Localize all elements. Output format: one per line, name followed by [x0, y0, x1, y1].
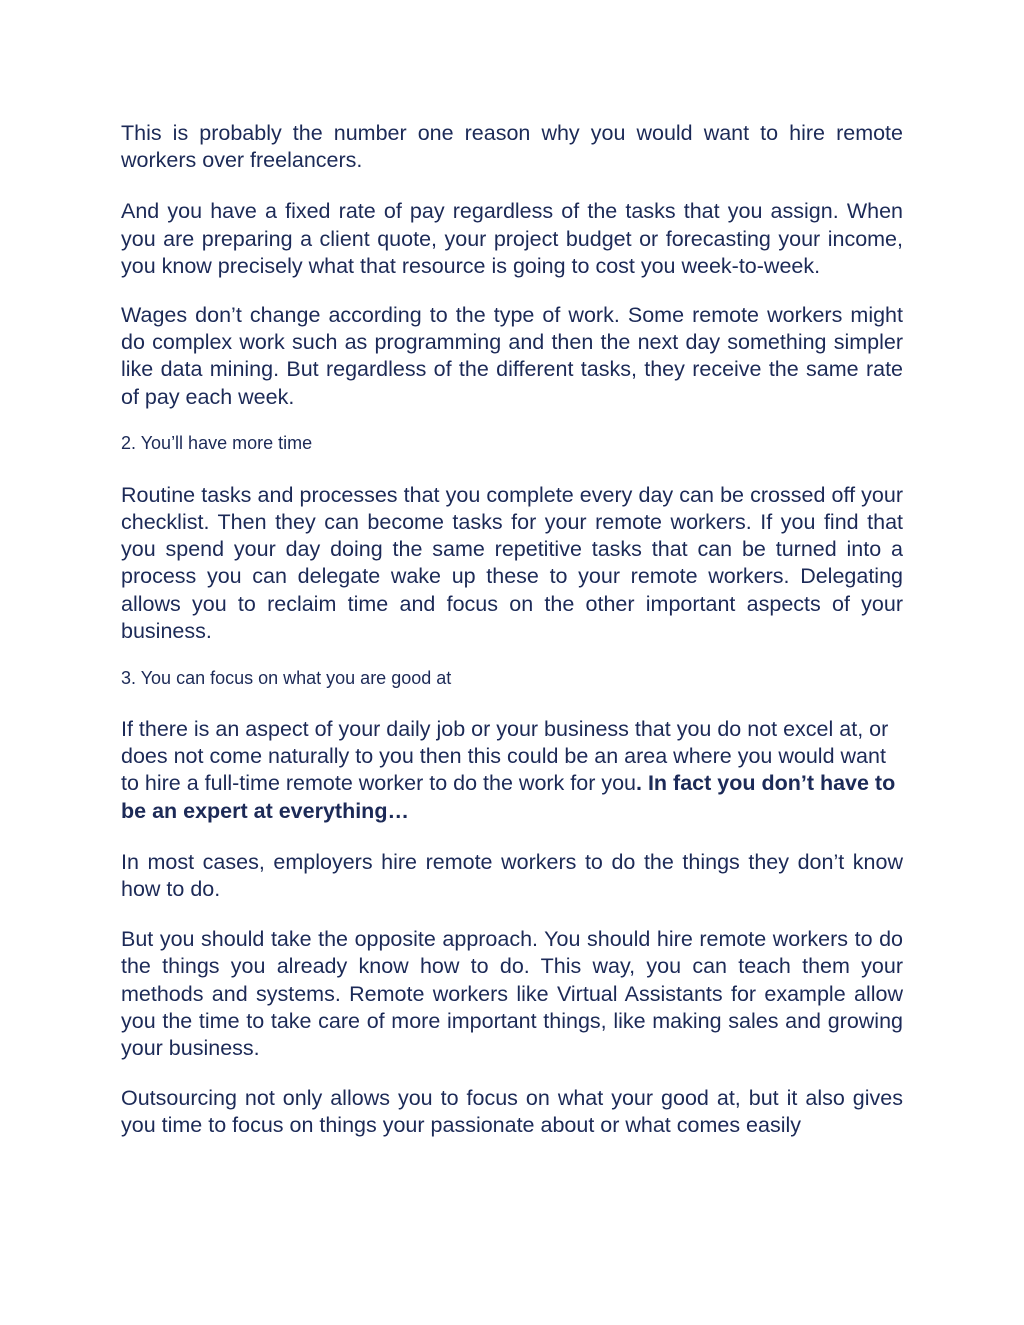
- paragraph-fixed-rate: And you have a fixed rate of pay regardless of the tasks that you assign. When you are preparing a client quote, your project budget or forecasting your income, you know precisely what that resource is going to cost you week-to-week.: [121, 199, 903, 278]
- paragraph-routine-tasks: Routine tasks and processes that you complete every day can be crossed off your checklist. Then they can become tasks for your remote workers. If you find that you spend your day doing the same repetitive tasks that can be turned into a process you can delegate wake up these to your remote workers. Delegating allows you to reclaim time and focus on the other important aspects of your business.: [121, 482, 903, 643]
- paragraph-aspect-regular-text: If there is an aspect of your daily job or your business that you do not excel at, or does not come naturally to you then this could be an area where you would want to hire a full-time remote worker to do the work for you: [121, 717, 889, 796]
- heading-focus-good-at: 3. You can focus on what you are good at: [121, 668, 452, 689]
- paragraph-outsourcing: Outsourcing not only allows you to focus on what your good at, but it also gives you time to focus on things your passionate about or what comes easily: [121, 1086, 903, 1138]
- paragraph-most-cases: In most cases, employers hire remote workers to do the things they don’t know how to do.: [121, 849, 903, 902]
- paragraph-wages: Wages don’t change according to the type of work. Some remote workers might do complex work such as programming and then the next day something simpler like data mining. But regardless of the different tasks, they receive the same rate of pay each week.: [121, 303, 903, 409]
- paragraph-remote-vs-freelancers: This is probably the number one reason why you would want to hire remote workers over freelancers.: [121, 121, 903, 173]
- paragraph-aspect-of-job: [121, 716, 903, 825]
- paragraph-aspect-bold-text: . In fact you don’t have to be an expert at everything…: [121, 771, 896, 823]
- document-page: [121, 120, 903, 1163]
- heading-more-time: 2. You’ll have more time: [121, 432, 313, 453]
- paragraph-opposite-approach: But you should take the opposite approach. You should hire remote workers to do the things you already know how to do. This way, you can teach them your methods and systems. Remote workers like Virtual Assistants for example allow you the time to take care of more important things, like making sales and growing your business.: [121, 927, 903, 1061]
